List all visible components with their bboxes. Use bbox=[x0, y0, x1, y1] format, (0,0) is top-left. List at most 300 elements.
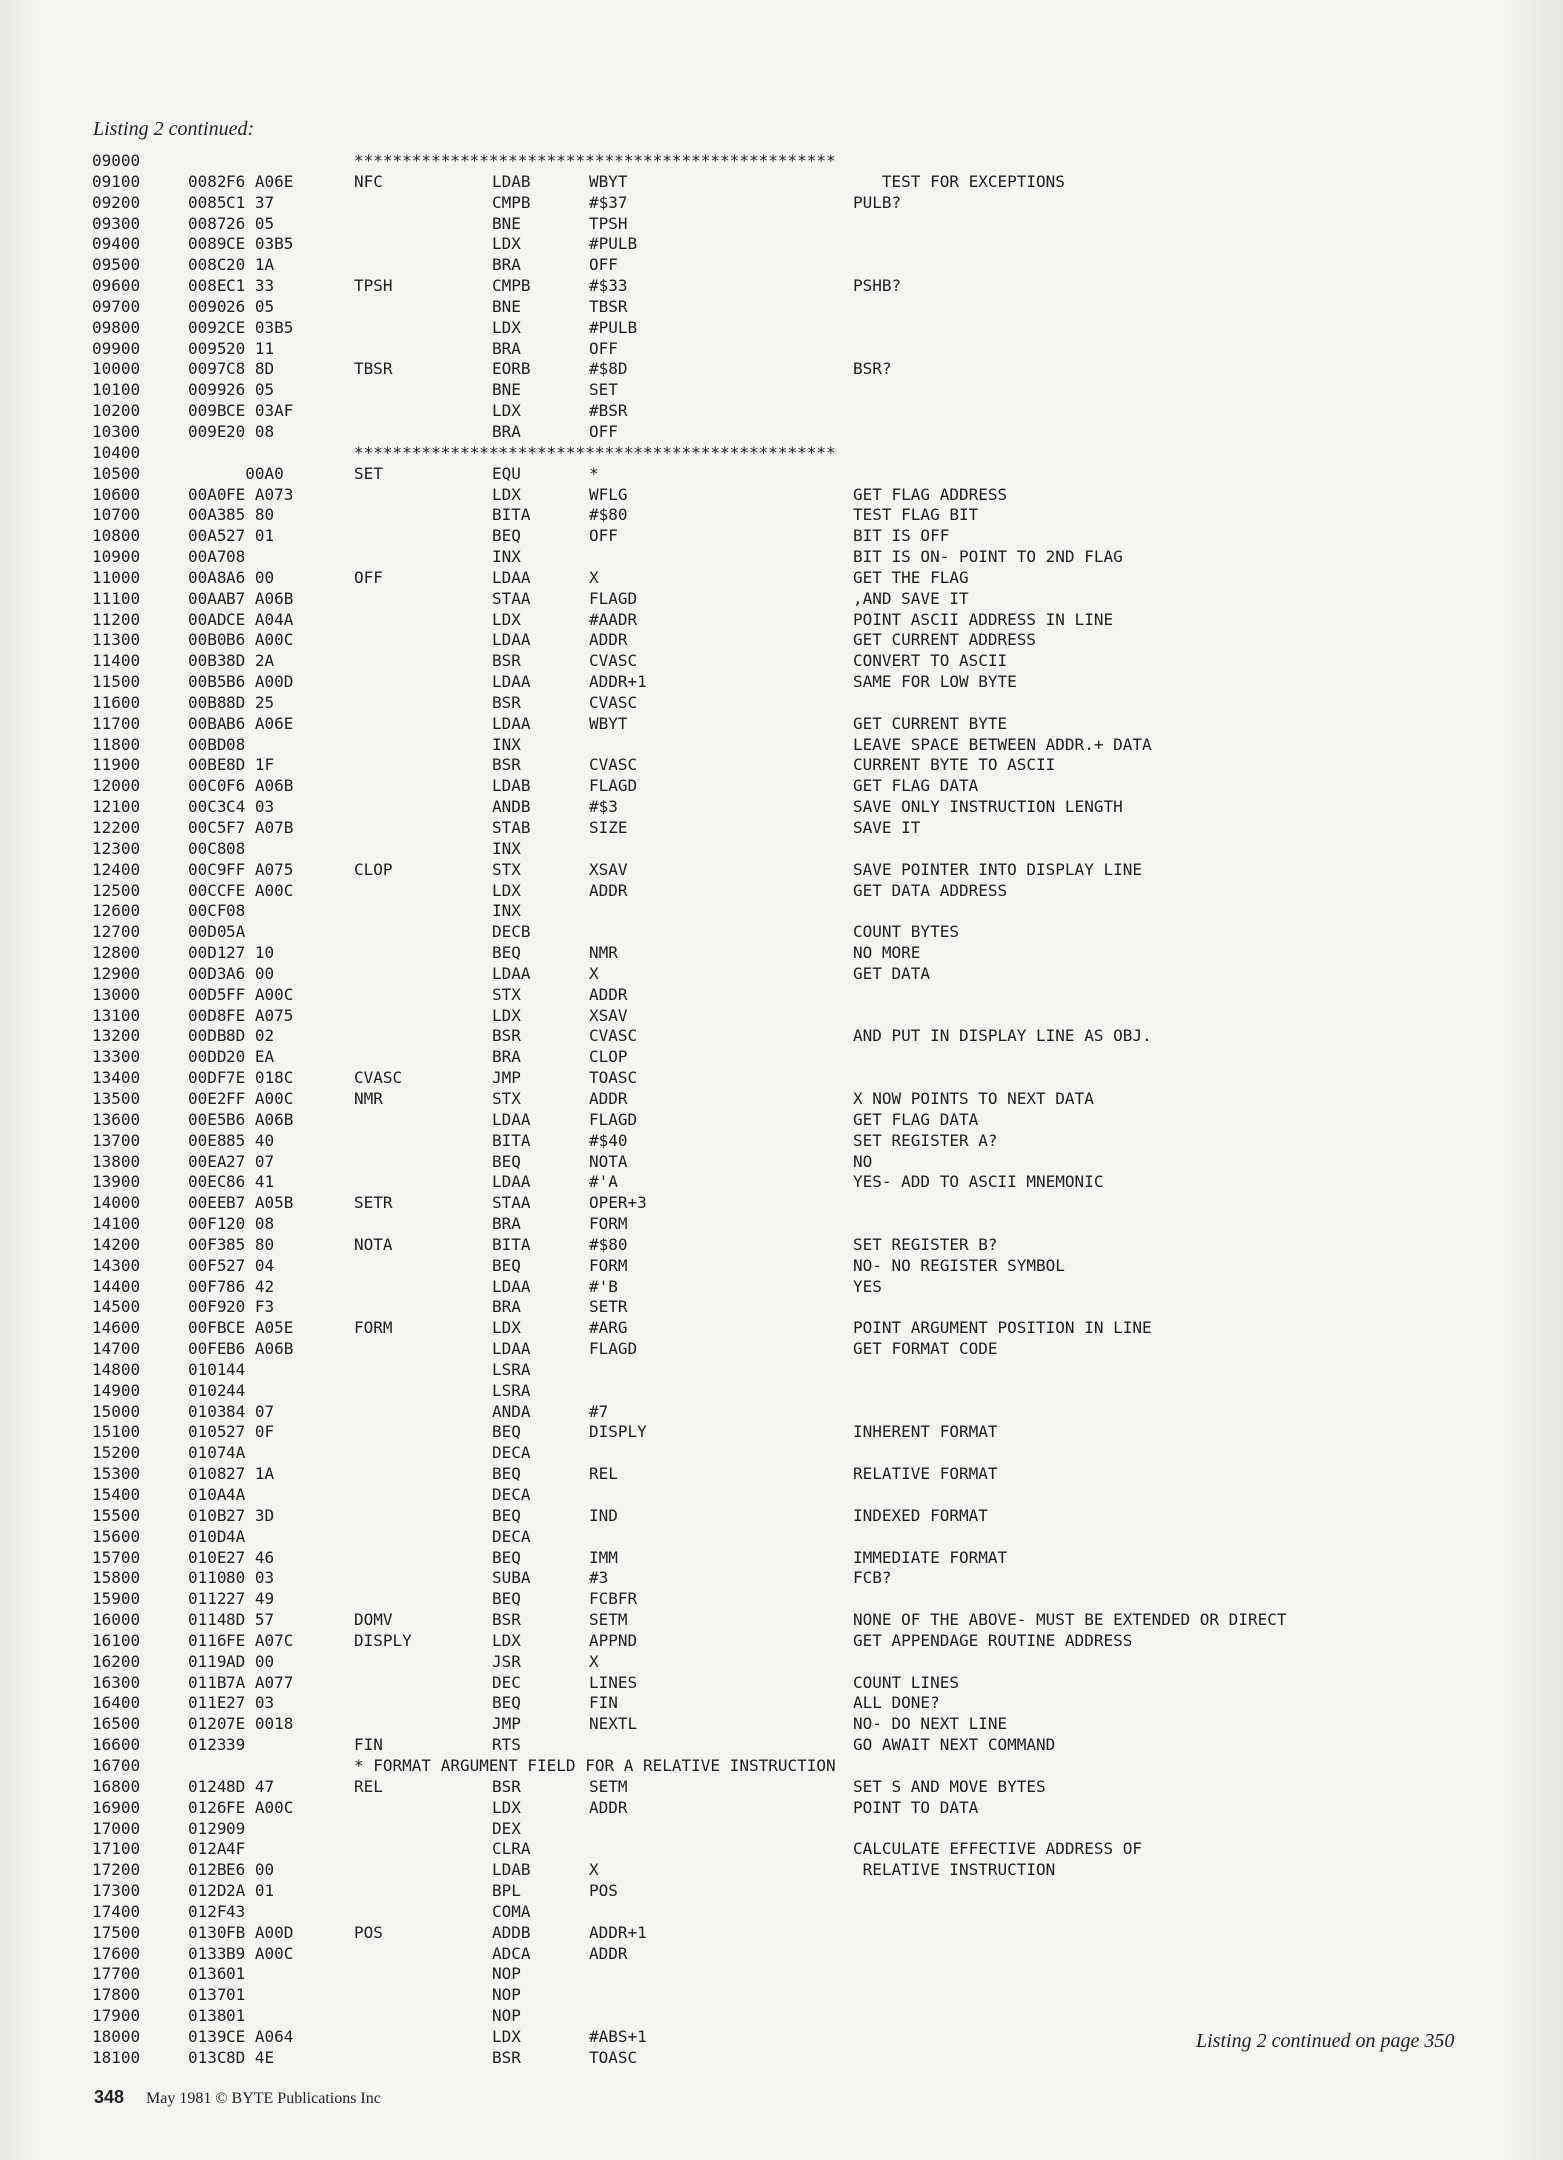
object-code: 86 42 bbox=[226, 1276, 275, 1296]
listing-line bbox=[92, 1297, 1422, 1318]
object-code: 01 bbox=[226, 1985, 246, 2005]
comment: ,AND SAVE IT bbox=[853, 588, 969, 608]
address: 0119 bbox=[188, 1651, 227, 1671]
operand: WFLG bbox=[589, 484, 628, 504]
object-code: FF A00C bbox=[226, 1088, 294, 1108]
comment: IMMEDIATE FORMAT bbox=[853, 1547, 1008, 1567]
opcode: BEQ bbox=[492, 1547, 521, 1567]
opcode: BRA bbox=[492, 338, 521, 358]
line-number: 09300 bbox=[92, 213, 141, 233]
object-code: 8D 2A bbox=[226, 651, 275, 671]
listing-line bbox=[92, 589, 1422, 610]
comment: COUNT BYTES bbox=[853, 922, 959, 942]
listing-line bbox=[92, 1068, 1422, 1089]
line-number: 13100 bbox=[92, 1005, 141, 1025]
listing-line bbox=[92, 485, 1422, 506]
opcode: INX bbox=[492, 838, 521, 858]
opcode: LDX bbox=[492, 401, 521, 421]
object-code: CE A05E bbox=[226, 1318, 294, 1338]
line-number: 17600 bbox=[92, 1943, 141, 1963]
object-code: CE 03AF bbox=[226, 401, 294, 421]
line-number: 09100 bbox=[92, 171, 141, 191]
opcode: BSR bbox=[492, 651, 521, 671]
line-number: 18100 bbox=[92, 2047, 141, 2067]
line-number: 15100 bbox=[92, 1422, 141, 1442]
listing-line bbox=[92, 1798, 1422, 1819]
comment: BSR? bbox=[853, 359, 892, 379]
operand: NMR bbox=[589, 943, 618, 963]
listing-line bbox=[92, 1568, 1422, 1589]
operand: #AADR bbox=[589, 609, 638, 629]
address: 00F9 bbox=[188, 1297, 227, 1317]
listing-line bbox=[92, 714, 1422, 735]
listing-line bbox=[92, 380, 1422, 401]
line-number: 17000 bbox=[92, 1818, 141, 1838]
comment: GET FLAG DATA bbox=[853, 776, 979, 796]
listing-line bbox=[92, 297, 1422, 318]
comment: SET REGISTER B? bbox=[853, 1234, 998, 1254]
address: 00B5 bbox=[188, 672, 227, 692]
listing-line bbox=[92, 1693, 1422, 1714]
address: 00C5 bbox=[188, 818, 227, 837]
line-number: 12900 bbox=[92, 963, 141, 983]
address: 00C0 bbox=[188, 776, 227, 796]
opcode: BITA bbox=[492, 1130, 531, 1150]
operand: LINES bbox=[589, 1672, 638, 1692]
line-number: 11400 bbox=[92, 651, 141, 671]
comment: YES bbox=[853, 1276, 882, 1296]
operand: ADDR bbox=[589, 1797, 628, 1817]
line-number: 09400 bbox=[92, 234, 141, 254]
address: 00CF bbox=[188, 901, 227, 921]
line-number: 12700 bbox=[92, 922, 141, 942]
object-code: FB A00D bbox=[226, 1922, 294, 1942]
listing-line bbox=[92, 922, 1422, 943]
line-number: 11500 bbox=[92, 672, 141, 692]
address: 00DF bbox=[188, 1068, 227, 1088]
label: TPSH bbox=[354, 276, 393, 296]
address: 0116 bbox=[188, 1630, 227, 1650]
listing-line bbox=[92, 651, 1422, 672]
operand: FORM bbox=[589, 1214, 628, 1234]
listing-line bbox=[92, 755, 1422, 776]
address: 0126 bbox=[188, 1797, 227, 1817]
opcode: EQU bbox=[492, 463, 521, 483]
object-code: 08 bbox=[226, 547, 246, 567]
line-number: 17100 bbox=[92, 1839, 141, 1859]
object-code: 20 EA bbox=[226, 1047, 275, 1067]
object-code: FF A00C bbox=[226, 984, 294, 1004]
line-number: 10200 bbox=[92, 401, 141, 421]
opcode: DEC bbox=[492, 1672, 521, 1692]
line-number: 17300 bbox=[92, 1881, 141, 1901]
line-number: 16500 bbox=[92, 1714, 141, 1734]
line-number: 13900 bbox=[92, 1172, 141, 1192]
comment: INDEXED FORMAT bbox=[853, 1505, 988, 1525]
comment: GET FORMAT CODE bbox=[853, 1339, 998, 1359]
opcode: LDX bbox=[492, 234, 521, 254]
object-code: 86 41 bbox=[226, 1172, 275, 1192]
address: 00BA bbox=[188, 713, 227, 733]
label: NMR bbox=[354, 1088, 383, 1108]
opcode: NOP bbox=[492, 1964, 521, 1984]
label: TBSR bbox=[354, 359, 393, 379]
opcode: JMP bbox=[492, 1068, 521, 1088]
opcode: LDX bbox=[492, 2026, 521, 2046]
object-code: FE A00C bbox=[226, 1797, 294, 1817]
object-code: F6 A06E bbox=[226, 171, 294, 191]
operand: CLOP bbox=[589, 1047, 628, 1067]
comment: SET S AND MOVE BYTES bbox=[853, 1776, 1046, 1796]
comment: BIT IS OFF bbox=[853, 526, 950, 546]
opcode: LDAA bbox=[492, 672, 531, 692]
listing-line bbox=[92, 943, 1422, 964]
object-code: 4F bbox=[226, 1839, 246, 1859]
listing-line bbox=[92, 1923, 1422, 1944]
address: 00E5 bbox=[188, 1109, 227, 1129]
comment: RELATIVE FORMAT bbox=[853, 1464, 998, 1484]
address: 0090 bbox=[188, 296, 227, 316]
listing-line bbox=[92, 172, 1422, 193]
opcode: LDX bbox=[492, 1630, 521, 1650]
line-number: 10300 bbox=[92, 421, 141, 441]
object-code: F6 A06B bbox=[226, 776, 294, 796]
opcode: ANDB bbox=[492, 797, 531, 817]
line-number: 11900 bbox=[92, 755, 141, 775]
opcode: STX bbox=[492, 859, 521, 879]
listing-line bbox=[92, 1131, 1422, 1152]
address: 00AA bbox=[188, 588, 227, 608]
comment: GO AWAIT NEXT COMMAND bbox=[853, 1735, 1056, 1755]
comment: NO bbox=[853, 1151, 873, 1171]
listing-line bbox=[92, 1235, 1422, 1256]
listing-line bbox=[92, 547, 1422, 568]
listing-line bbox=[92, 1631, 1422, 1652]
line-number: 10000 bbox=[92, 359, 141, 379]
operand: #$3 bbox=[589, 797, 618, 817]
listing-line bbox=[92, 1860, 1422, 1881]
opcode: RTS bbox=[492, 1735, 521, 1755]
operand: ADDR+1 bbox=[589, 1922, 647, 1942]
listing-line bbox=[92, 1152, 1422, 1173]
operand: IMM bbox=[589, 1547, 618, 1567]
opcode: INX bbox=[492, 901, 521, 921]
address: 0087 bbox=[188, 213, 227, 233]
listing-line bbox=[92, 234, 1422, 255]
object-code: B6 A00C bbox=[226, 630, 294, 650]
line-number: 12500 bbox=[92, 880, 141, 900]
operand: TOASC bbox=[589, 2047, 638, 2067]
opcode: LDX bbox=[492, 484, 521, 504]
address: 00D5 bbox=[188, 984, 227, 1004]
operand: IND bbox=[589, 1505, 618, 1525]
opcode: BSR bbox=[492, 1776, 521, 1796]
operand: ADDR+1 bbox=[589, 672, 647, 692]
opcode: ANDA bbox=[492, 1401, 531, 1421]
object-code: 39 bbox=[226, 1735, 246, 1755]
address: 00FB bbox=[188, 1318, 227, 1338]
address: 00A0 bbox=[188, 484, 227, 504]
address: 00A3 bbox=[188, 505, 227, 525]
listing-line bbox=[92, 1944, 1422, 1965]
object-code: 27 3D bbox=[226, 1505, 275, 1525]
listing-line bbox=[92, 1652, 1422, 1673]
line-number: 14800 bbox=[92, 1359, 141, 1379]
listing-line bbox=[92, 1110, 1422, 1131]
line-number: 14400 bbox=[92, 1276, 141, 1296]
listing-line bbox=[92, 1485, 1422, 1506]
opcode: STAA bbox=[492, 588, 531, 608]
listing-line bbox=[92, 1985, 1422, 2006]
address: 00EC bbox=[188, 1172, 227, 1192]
listing-line bbox=[92, 1777, 1422, 1798]
listing-line bbox=[92, 1506, 1422, 1527]
listing-line bbox=[92, 630, 1422, 651]
opcode: BRA bbox=[492, 1214, 521, 1234]
object-code: CE 03B5 bbox=[226, 317, 294, 337]
object-code: 85 80 bbox=[226, 1234, 275, 1254]
object-code: C4 03 bbox=[226, 797, 275, 817]
line-number: 10700 bbox=[92, 505, 141, 525]
issue-credit: May 1981 © BYTE Publications Inc bbox=[146, 2090, 381, 2107]
address: 00C8 bbox=[188, 838, 227, 858]
operand: FLAGD bbox=[589, 1109, 638, 1129]
address: 00F3 bbox=[188, 1234, 227, 1254]
page-number: 348 bbox=[94, 2087, 125, 2107]
operand: OFF bbox=[589, 255, 618, 275]
address: 00B0 bbox=[188, 630, 227, 650]
operand: #7 bbox=[589, 1401, 609, 1421]
comment: NONE OF THE ABOVE- MUST BE EXTENDED OR DIRECT bbox=[853, 1610, 1287, 1630]
listing-line bbox=[92, 1089, 1422, 1110]
opcode: BRA bbox=[492, 1297, 521, 1317]
line-number: 15700 bbox=[92, 1547, 141, 1567]
opcode: LDX bbox=[492, 609, 521, 629]
operand: SETR bbox=[589, 1297, 628, 1317]
line-number: 14700 bbox=[92, 1339, 141, 1359]
line-number: 16800 bbox=[92, 1776, 141, 1796]
object-code: B6 A06E bbox=[226, 713, 294, 733]
opcode: ADCA bbox=[492, 1943, 531, 1963]
opcode: CLRA bbox=[492, 1839, 531, 1859]
operand: OFF bbox=[589, 421, 618, 441]
listing-line bbox=[92, 464, 1422, 485]
object-code: C1 37 bbox=[226, 192, 275, 212]
line-number: 17900 bbox=[92, 2006, 141, 2026]
opcode: DECA bbox=[492, 1485, 531, 1504]
listing-line bbox=[92, 505, 1422, 526]
line-number: 11700 bbox=[92, 713, 141, 733]
line-number: 16400 bbox=[92, 1693, 141, 1713]
line-number: 15000 bbox=[92, 1401, 141, 1421]
address: 008C bbox=[188, 255, 227, 275]
listing-line bbox=[92, 526, 1422, 547]
comment: CURRENT BYTE TO ASCII bbox=[853, 755, 1056, 775]
opcode: LDAA bbox=[492, 567, 531, 587]
assembly-listing bbox=[92, 151, 1422, 2069]
line-number: 12100 bbox=[92, 797, 141, 817]
opcode: BEQ bbox=[492, 1505, 521, 1525]
object-code: B9 A00C bbox=[226, 1943, 294, 1963]
line-number: 16900 bbox=[92, 1797, 141, 1817]
comment: FCB? bbox=[853, 1568, 892, 1588]
address: 00EE bbox=[188, 1193, 227, 1213]
object-code: 00A0 bbox=[226, 463, 284, 483]
opcode: LDX bbox=[492, 317, 521, 337]
line-number: 13300 bbox=[92, 1047, 141, 1067]
opcode: BNE bbox=[492, 380, 521, 400]
listing-line bbox=[92, 359, 1422, 380]
line-number: 10900 bbox=[92, 547, 141, 567]
opcode: LDAB bbox=[492, 171, 531, 191]
operand: FORM bbox=[589, 1255, 628, 1275]
opcode: BSR bbox=[492, 692, 521, 712]
operand: #$8D bbox=[589, 359, 628, 379]
opcode: DECA bbox=[492, 1526, 531, 1546]
opcode: BPL bbox=[492, 1881, 521, 1901]
address: 00E8 bbox=[188, 1130, 227, 1150]
object-code: 01 bbox=[226, 2006, 246, 2026]
comment: TEST FLAG BIT bbox=[853, 505, 979, 525]
address: 010B bbox=[188, 1505, 227, 1525]
operand: CVASC bbox=[589, 1026, 638, 1046]
operand: WBYT bbox=[589, 713, 628, 733]
label: DOMV bbox=[354, 1610, 393, 1630]
operand: ADDR bbox=[589, 880, 628, 900]
object-code: 20 11 bbox=[226, 338, 275, 358]
listing-line bbox=[92, 1714, 1422, 1735]
object-code: CE A04A bbox=[226, 609, 294, 629]
opcode: LDAB bbox=[492, 776, 531, 796]
object-code: 4A bbox=[226, 1443, 246, 1463]
operand: TOASC bbox=[589, 1068, 638, 1088]
object-code: 27 46 bbox=[226, 1547, 275, 1567]
listing-heading: Listing 2 continued: bbox=[93, 118, 255, 140]
address: 0112 bbox=[188, 1589, 227, 1609]
object-code: C8 8D bbox=[226, 359, 275, 379]
object-code: CE A064 bbox=[226, 2026, 294, 2046]
opcode: CMPB bbox=[492, 192, 531, 212]
opcode: LDAB bbox=[492, 1860, 531, 1880]
listing-line bbox=[92, 1172, 1422, 1193]
listing-line bbox=[92, 151, 1422, 172]
operand: X bbox=[589, 1651, 599, 1671]
object-code: FE A073 bbox=[226, 484, 294, 504]
object-code: C1 33 bbox=[226, 276, 275, 296]
comment: POINT ASCII ADDRESS IN LINE bbox=[853, 609, 1114, 629]
line-number: 13500 bbox=[92, 1088, 141, 1108]
object-code: 20 1A bbox=[226, 255, 275, 275]
line-number: 14100 bbox=[92, 1214, 141, 1234]
line-number: 09900 bbox=[92, 338, 141, 358]
listing-line bbox=[92, 276, 1422, 297]
operand: #ARG bbox=[589, 1318, 628, 1338]
object-code: 8D 4E bbox=[226, 2047, 275, 2067]
line-number: 15400 bbox=[92, 1485, 141, 1504]
object-code: B7 A06B bbox=[226, 588, 294, 608]
address: 0139 bbox=[188, 2026, 227, 2046]
address: 0092 bbox=[188, 317, 227, 337]
object-code: 27 10 bbox=[226, 943, 275, 963]
address: 00B8 bbox=[188, 692, 227, 712]
line-number: 16700 bbox=[92, 1755, 141, 1775]
address: 0133 bbox=[188, 1943, 227, 1963]
address: 009B bbox=[188, 401, 227, 421]
comment: X NOW POINTS TO NEXT DATA bbox=[853, 1088, 1094, 1108]
address: 00D8 bbox=[188, 1005, 227, 1025]
listing-line bbox=[92, 1277, 1422, 1298]
line-number: 12200 bbox=[92, 818, 141, 837]
listing-line bbox=[92, 1006, 1422, 1027]
line-number: 13400 bbox=[92, 1068, 141, 1088]
opcode: LDAA bbox=[492, 713, 531, 733]
listing-line bbox=[92, 1047, 1422, 1068]
label: REL bbox=[354, 1776, 383, 1796]
full-line-text: ************************************************** bbox=[354, 151, 836, 170]
address: 0107 bbox=[188, 1443, 227, 1463]
operand: CVASC bbox=[589, 755, 638, 775]
address: 008E bbox=[188, 276, 227, 296]
comment: GET FLAG DATA bbox=[853, 1109, 979, 1129]
opcode: STAB bbox=[492, 818, 531, 837]
object-code: B6 A06B bbox=[226, 1339, 294, 1359]
address: 0102 bbox=[188, 1380, 227, 1400]
operand: X bbox=[589, 963, 599, 983]
listing-line bbox=[92, 1881, 1422, 1902]
object-code: 20 F3 bbox=[226, 1297, 275, 1317]
operand: POS bbox=[589, 1881, 618, 1901]
listing-line bbox=[92, 1256, 1422, 1277]
line-number: 09500 bbox=[92, 255, 141, 275]
line-number: 14300 bbox=[92, 1255, 141, 1275]
listing-line bbox=[92, 901, 1422, 922]
line-number: 13000 bbox=[92, 984, 141, 1004]
opcode: DECA bbox=[492, 1443, 531, 1463]
listing-line bbox=[92, 1422, 1422, 1443]
operand: SETM bbox=[589, 1610, 628, 1630]
opcode: BEQ bbox=[492, 943, 521, 963]
comment: RELATIVE INSTRUCTION bbox=[853, 1860, 1056, 1880]
object-code: 4A bbox=[226, 1485, 246, 1504]
address: 0103 bbox=[188, 1401, 227, 1421]
operand: FIN bbox=[589, 1693, 618, 1713]
operand: ADDR bbox=[589, 1943, 628, 1963]
address: 00BE bbox=[188, 755, 227, 775]
opcode: LDAA bbox=[492, 1172, 531, 1192]
listing-line bbox=[92, 776, 1422, 797]
listing-line bbox=[92, 214, 1422, 235]
opcode: ADDB bbox=[492, 1922, 531, 1942]
opcode: BEQ bbox=[492, 526, 521, 546]
line-number: 12600 bbox=[92, 901, 141, 921]
operand: ADDR bbox=[589, 1088, 628, 1108]
opcode: BSR bbox=[492, 2047, 521, 2067]
address: 010D bbox=[188, 1526, 227, 1546]
operand: #PULB bbox=[589, 234, 638, 254]
address: 010A bbox=[188, 1485, 227, 1504]
line-number: 11600 bbox=[92, 692, 141, 712]
line-number: 10600 bbox=[92, 484, 141, 504]
line-number: 15500 bbox=[92, 1505, 141, 1525]
object-code: A6 00 bbox=[226, 567, 275, 587]
listing-line bbox=[92, 1026, 1422, 1047]
operand: #ABS+1 bbox=[589, 2026, 647, 2046]
object-code: 27 01 bbox=[226, 526, 275, 546]
address: 00AD bbox=[188, 609, 227, 629]
operand: #'B bbox=[589, 1276, 618, 1296]
address: 00E2 bbox=[188, 1088, 227, 1108]
opcode: JSR bbox=[492, 1651, 521, 1671]
